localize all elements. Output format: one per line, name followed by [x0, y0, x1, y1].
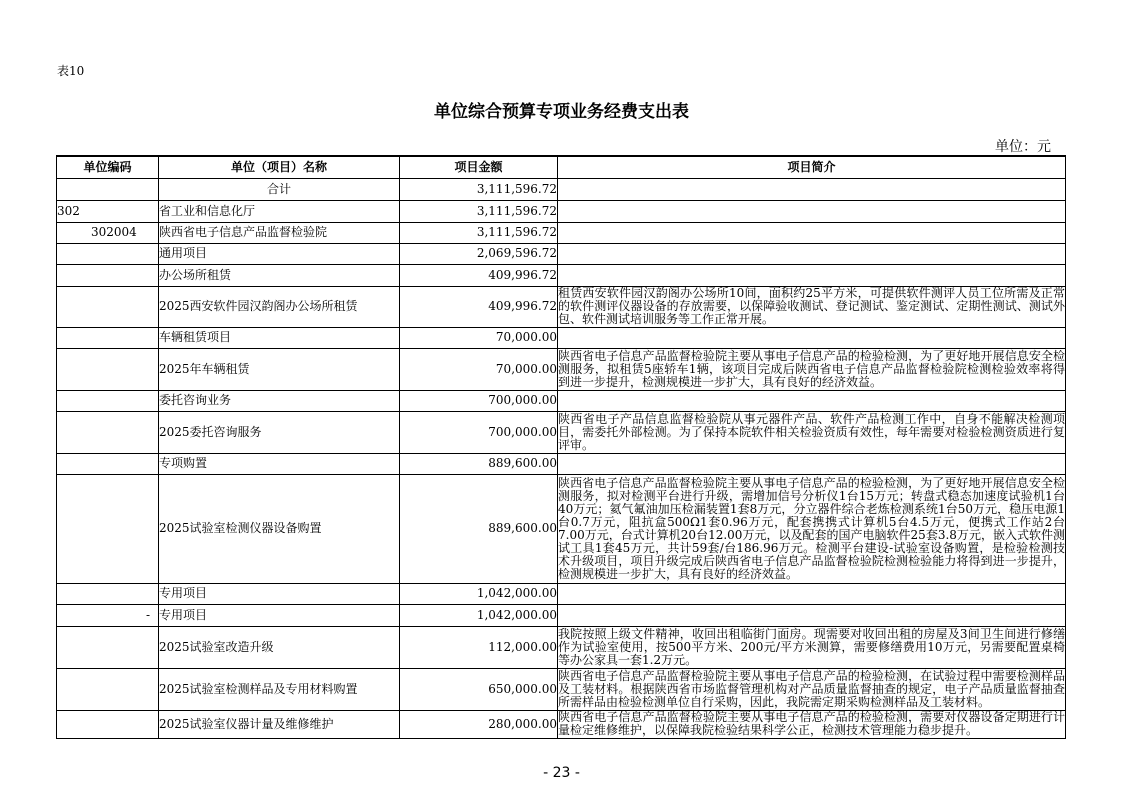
cell-amount: 3,111,596.72: [400, 200, 558, 222]
table-row: [57, 264, 1066, 286]
cell-description: [558, 583, 1066, 604]
cell-unit-code: [57, 327, 159, 348]
cell-amount: 280,000.00: [400, 710, 558, 738]
cell-amount: 1,042,000.00: [400, 604, 558, 626]
cell-unit-code: [57, 453, 159, 474]
table-row: [57, 200, 1066, 222]
cell-description: 陕西省电子信息产品监督检验院主要从事电子信息产品的检验检测，在试验过程中需要检测样品及工装材料。根据陕西省市场监督管理机构对产品质量监督抽查的规定，电子产品质量监督抽查所需样品由检验检测单位自行采购，因此，我院需定期采购检测样品及工装材料。: [558, 668, 1065, 709]
cell-description: 陕西省电子产品信息监督检验院从事元器件产品、软件产品检测工作中，自身不能解决检测项目，需委托外部检测。为了保持本院软件相关检验资质有效性，每年需要对检验检测资质进行复评审。: [558, 411, 1065, 452]
cell-amount: 700,000.00: [400, 390, 558, 411]
cell-amount: 1,042,000.00: [400, 583, 558, 604]
table-body: [57, 178, 1066, 738]
cell-amount: 70,000.00: [400, 348, 558, 390]
cell-project-name: 2025试验室检测样品及专用材料购置: [159, 668, 400, 710]
cell-unit-code: [57, 348, 159, 390]
header-unit-code: 单位编码: [57, 156, 159, 178]
cell-unit-code: [57, 390, 159, 411]
table-row: [57, 286, 1066, 327]
table-row: [57, 453, 1066, 474]
cell-description: 陕西省电子信息产品监督检验院主要从事电子信息产品的检验检测，为了更好地开展信息安全检测服务，拟租赁5座轿车1辆，该项目完成后陕西省电子信息产品监督检验院检测检验效率将得到进一步提升，检测规模进一步扩大，具有良好的经济效益。: [558, 348, 1065, 389]
table-row: [57, 390, 1066, 411]
table-row: [57, 604, 1066, 626]
cell-amount: 70,000.00: [400, 327, 558, 348]
table-row: [57, 348, 1066, 390]
cell-project-name: 通用项目: [159, 243, 400, 264]
cell-project-name: 2025试验室改造升级: [159, 626, 400, 668]
header-unit-name: 单位（项目）名称: [159, 156, 400, 178]
table-row: [57, 327, 1066, 348]
cell-amount: 889,600.00: [400, 474, 558, 583]
cell-project-name: 2025试验室检测仪器设备购置: [159, 474, 400, 583]
cell-unit-code: [57, 411, 159, 453]
table-row: [57, 411, 1066, 453]
cell-project-name: 办公场所租赁: [159, 264, 400, 286]
cell-unit-code: [57, 474, 159, 583]
cell-amount: 700,000.00: [400, 411, 558, 453]
cell-amount: 650,000.00: [400, 668, 558, 710]
cell-unit-code: [57, 264, 159, 286]
cell-unit-code: [57, 243, 159, 264]
table-row: [57, 178, 1066, 200]
cell-description: 我院按照上级文件精神，收回出租临街门面房。现需要对收回出租的房屋及3间卫生间进行修缮作为试验室使用，按500平方米、200元/平方米测算，需要修缮费用10万元，另需要配置桌椅等办公家具一套1.2万元。: [558, 626, 1065, 667]
cell-unit-code: [57, 710, 159, 738]
cell-amount: 3,111,596.72: [400, 222, 558, 243]
header-description: 项目简介: [558, 156, 1066, 178]
cell-description: [558, 453, 1066, 474]
cell-description: [558, 327, 1066, 348]
cell-amount: 112,000.00: [400, 626, 558, 668]
cell-description: [558, 604, 1066, 626]
table-row: [57, 243, 1066, 264]
cell-project-name: 专项购置: [159, 453, 400, 474]
cell-amount: 409,996.72: [400, 264, 558, 286]
cell-amount: 889,600.00: [400, 453, 558, 474]
cell-description: [558, 200, 1066, 222]
cell-unit-code: 302004: [57, 222, 159, 243]
cell-project-name: 2025年车辆租赁: [159, 348, 400, 390]
table-row: [57, 710, 1066, 738]
page-number: - 23 -: [543, 765, 580, 781]
cell-unit-code: 302: [57, 200, 159, 222]
cell-unit-code: [57, 178, 159, 200]
cell-unit-code: [57, 583, 159, 604]
cell-description: [558, 390, 1066, 411]
table-row: [57, 668, 1066, 710]
table-row: [57, 583, 1066, 604]
table-row: [57, 222, 1066, 243]
cell-project-name: 2025西安软件园汉韵阁办公场所租赁: [159, 286, 400, 327]
table-number: 表10: [57, 64, 85, 78]
cell-project-name: 合计: [159, 178, 400, 200]
cell-project-name: 委托咨询业务: [159, 390, 400, 411]
cell-amount: 409,996.72: [400, 286, 558, 327]
cell-unit-code: [57, 626, 159, 668]
cell-description: [558, 243, 1066, 264]
table-row: [57, 474, 1066, 583]
cell-project-name: 省工业和信息化厅: [159, 200, 400, 222]
cell-description: [558, 222, 1066, 243]
cell-unit-code: [57, 286, 159, 327]
cell-project-name: 2025委托咨询服务: [159, 411, 400, 453]
table-row: [57, 626, 1066, 668]
cell-description: 陕西省电子信息产品监督检验院主要从事电子信息产品的检验检测，需要对仪器设备定期进行计量检定维修维护，以保障我院检验结果科学公正，检测技术管理能力稳步提升。: [558, 710, 1065, 737]
cell-description: [558, 264, 1066, 286]
cell-unit-code: -: [57, 604, 159, 626]
cell-project-name: 专用项目: [159, 604, 400, 626]
cell-project-name: 陕西省电子信息产品监督检验院: [159, 222, 400, 243]
header-amount: 项目金额: [400, 156, 558, 178]
cell-project-name: 2025试验室仪器计量及维修维护: [159, 710, 400, 738]
cell-project-name: 专用项目: [159, 583, 400, 604]
cell-amount: 3,111,596.72: [400, 178, 558, 200]
page-title: 单位综合预算专项业务经费支出表: [434, 102, 689, 122]
cell-project-name: 车辆租赁项目: [159, 327, 400, 348]
cell-description: 租赁西安软件园汉韵阁办公场所10间，面积约25平方米，可提供软件测评人员工位所需及正常的软件测评仪器设备的存放需要，以保障验收测试、登记测试、鉴定测试、定期性测试、测试外包、软件测试培训服务等工作正常开展。: [558, 286, 1065, 326]
table-header-row: [57, 156, 1066, 178]
unit-label: 单位：元: [995, 139, 1051, 155]
cell-description: 陕西省电子信息产品监督检验院主要从事电子信息产品的检验检测，为了更好地开展信息安全检测服务，拟对检测平台进行升级，需增加信号分析仪1台15万元；转盘式稳态加速度试验机1台40万元；氦气氟油加压检漏装置1套8万元，分立器件综合老炼检测系统1台50万元，稳压电源1台0.7万元，阻抗盒500Ω1套0.96万元，配套携携式计算机5台4.5万元，便携式工作站2台7.00万元，台式计算机20台12.00万元，以及配套的国产电脑软件25套3.8万元，嵌入式软件测试工具1套45万元，共计59套/台186.96万元。检测平台建设-试验室设备购置，是检验检测技术升级项目，项目升级完成后陕西省电子信息产品监督检验院检测检验能力将得到进一步提升，检测规模进一步扩大，具有良好的经济效益。: [558, 474, 1066, 583]
cell-unit-code: [57, 668, 159, 710]
expenditure-table: [56, 155, 1066, 739]
cell-description: [558, 178, 1066, 200]
cell-amount: 2,069,596.72: [400, 243, 558, 264]
